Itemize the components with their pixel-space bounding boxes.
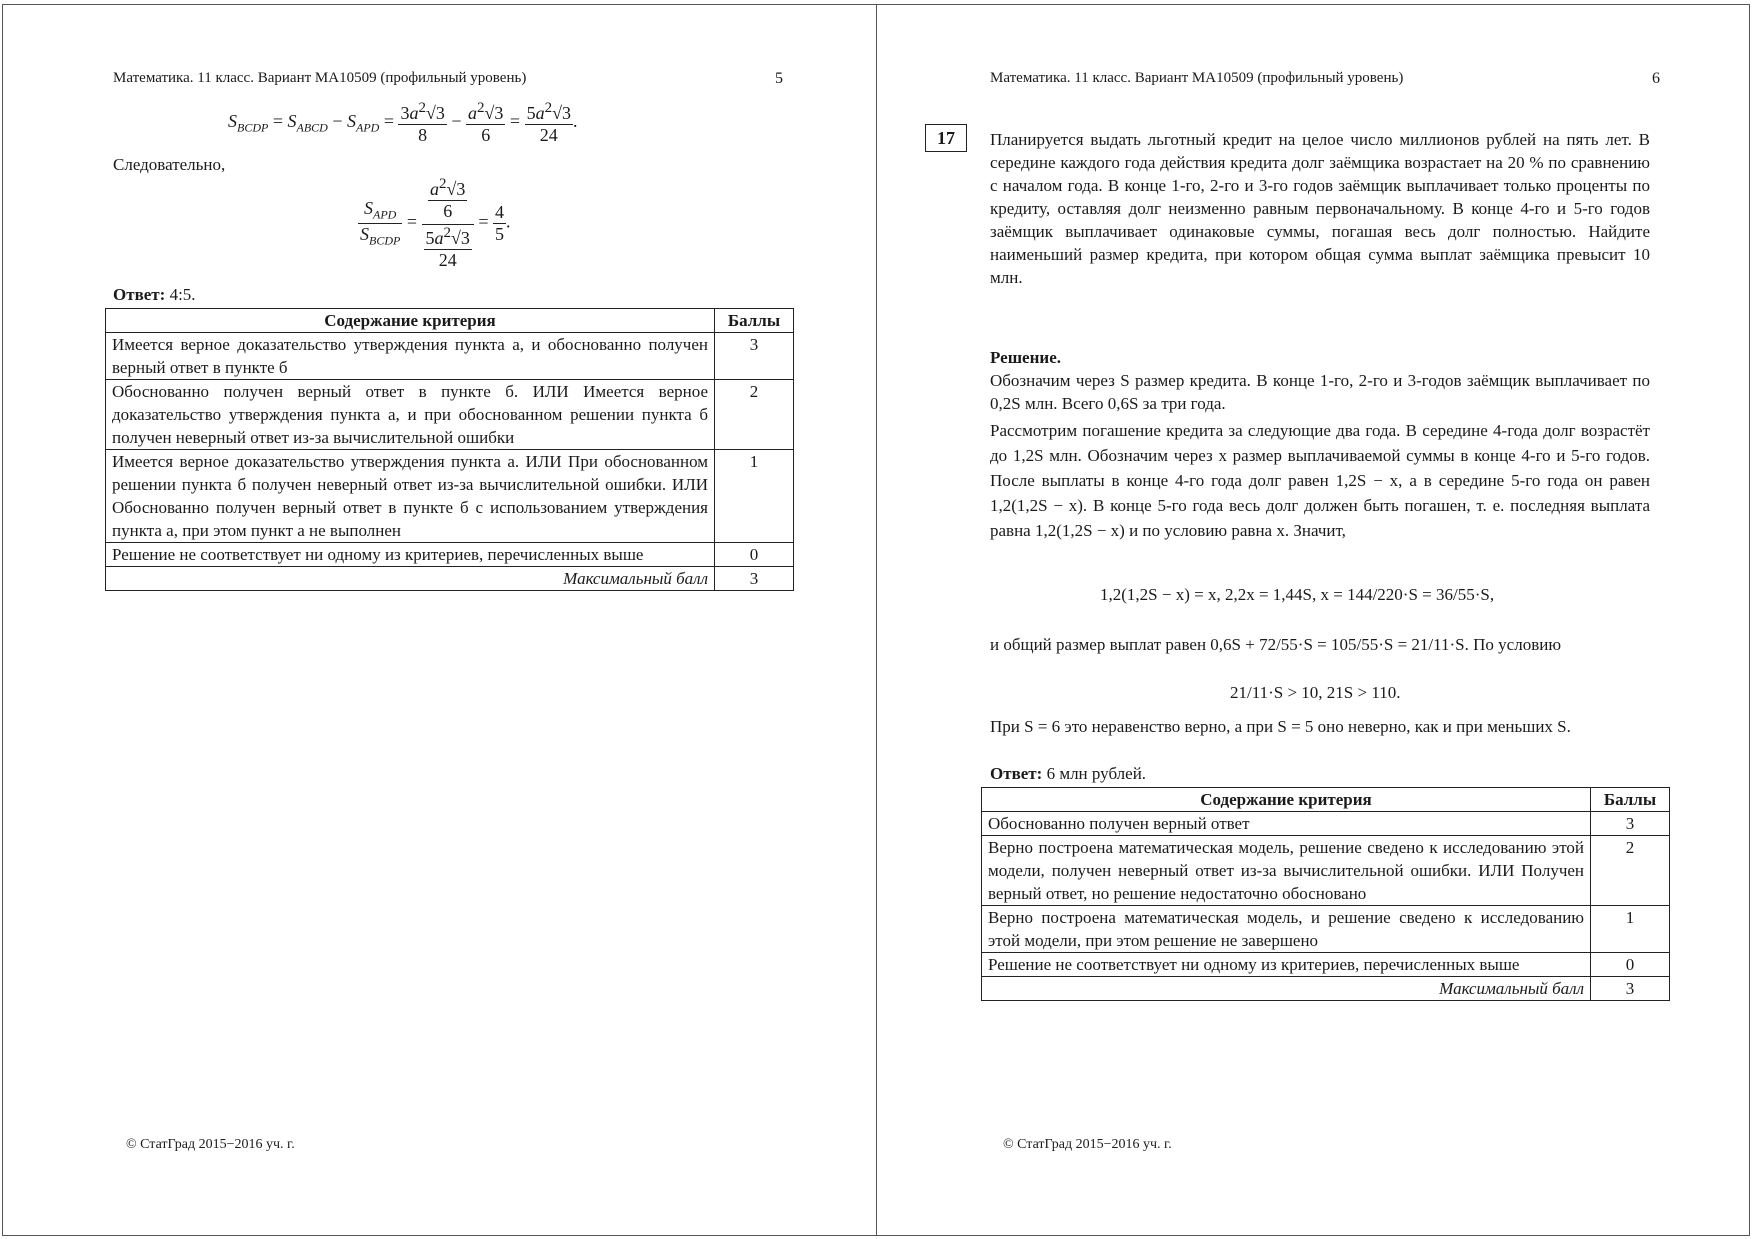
answer-line xyxy=(990,762,1146,785)
criteria-table xyxy=(981,787,1670,1001)
table-row xyxy=(106,380,794,450)
criterion-points: 3 xyxy=(1591,812,1670,836)
consequently-text: Следовательно, xyxy=(113,155,226,174)
criterion-points: 0 xyxy=(1591,953,1670,977)
criterion-points: 1 xyxy=(1591,906,1670,953)
criterion-points: 2 xyxy=(715,380,794,450)
criterion-text: Решение не соответствует ни одному из критериев, перечисленных выше xyxy=(106,543,715,567)
max-score-label: Максимальный балл xyxy=(982,977,1591,1001)
table-row xyxy=(982,812,1670,836)
criteria-table xyxy=(105,308,794,591)
criterion-points: 2 xyxy=(1591,836,1670,906)
sum-line: и общий размер выплат равен 0,6S + 72/55·S = 105/55·S = 21/11·S. По условию xyxy=(990,635,1562,654)
table-row-max xyxy=(982,977,1670,1001)
page-header: Математика. 11 класс. Вариант МА10509 (профильный уровень) xyxy=(990,70,1404,86)
criterion-text: Верно построена математическая модель, и решение сведено к исследованию этой модели, при этом решение не завершено xyxy=(982,906,1591,953)
inequality-line: 21/11·S > 10, 21S > 110. xyxy=(1230,683,1401,702)
answer-label: Ответ: xyxy=(990,764,1043,783)
page-footer: © СтатГрад 2015−2016 уч. г. xyxy=(1003,1137,1172,1152)
table-row xyxy=(982,953,1670,977)
criterion-text: Обоснованно получен верный ответ xyxy=(982,812,1591,836)
formula-area-text xyxy=(0,0,1,1)
page-header: Математика. 11 класс. Вариант МА10509 (профильный уровень) xyxy=(113,70,527,86)
table-header-points: Баллы xyxy=(715,309,794,333)
solution-paragraph-2: Рассмотрим погашение кредита за следующие два года. В середине 4-года долг возрастёт до 1,2S млн. Обозначим через x размер выплачиваемой суммы в конце 4-го и 5-го годов. После выплаты в конце 4-го года долг равен 1,2S − x, а в середине 5-го года он равен 1,2(1,2S − x). В конце 5-го года весь долг должен быть погашен, т. е. последняя выплата равна 1,2(1,2S − x) и по условию равна x. Значит, xyxy=(990,421,1650,540)
table-header-criteria: Содержание критерия xyxy=(982,788,1591,812)
page-footer: © СтатГрад 2015−2016 уч. г. xyxy=(126,1137,295,1152)
solution-title: Решение. xyxy=(990,348,1061,367)
max-score-value: 3 xyxy=(1591,977,1670,1001)
table-row xyxy=(982,906,1670,953)
criterion-points: 1 xyxy=(715,450,794,543)
criterion-text: Верно построена математическая модель, решение сведено к исследованию этой модели, получен неверный ответ из-за вычислительной ошибки. ИЛИ Получен верный ответ, но решение недостаточно обосновано xyxy=(982,836,1591,906)
table-header-points: Баллы xyxy=(1591,788,1670,812)
solution-paragraph-3: При S = 6 это неравенство верно, а при S = 5 оно неверно, как и при меньших S. xyxy=(990,717,1571,736)
task-text: Планируется выдать льготный кредит на целое число миллионов рублей на пять лет. В середине каждого года действия кредита долг заёмщика возрастает на 20 % по сравнению с началом года. В конце 1-го, 2-го и 3-го годов заёмщик выплачивает только проценты по кредиту, оставляя долг неизменно равным первоначальному. В конце 4-го и 5-го годов заёмщик выплачивает одинаковые суммы, погашая весь долг полностью. Найдите наименьший размер кредита, при котором общая сумма выплат заёмщика превысит 10 млн. xyxy=(990,130,1650,287)
answer-line xyxy=(113,283,196,306)
equation-line: 1,2(1,2S − x) = x, 2,2x = 1,44S, x = 144/220·S = 36/55·S, xyxy=(1100,585,1495,604)
formula-area: $S_{BCDP} = S_{ABCD} - S_{APD}$ = $\frac{3a^2√3}{8}$ − $\frac{a^2√3}{6}$ = $\frac{5a^2√3}{24}$ . xyxy=(228,100,578,145)
criterion-text: Имеется верное доказательство утверждения пункта а. ИЛИ При обоснованном решении пункта б получен неверный ответ из-за вычислительной ошибки. ИЛИ Обоснованно получен верный ответ в пункте б с использованием утверждения пункта а, при этом пункт а не выполнен xyxy=(106,450,715,543)
answer-label: Ответ: xyxy=(113,285,166,304)
criterion-text: Имеется верное доказательство утверждения пункта а, и обоснованно получен верный ответ в пункте б xyxy=(106,333,715,380)
table-header-criteria: Содержание критерия xyxy=(106,309,715,333)
table-row xyxy=(982,836,1670,906)
criterion-points: 3 xyxy=(715,333,794,380)
table-row xyxy=(106,450,794,543)
criterion-text: Обоснованно получен верный ответ в пункте б. ИЛИ Имеется верное доказательство утверждения пункта а, и при обоснованном решении пункта б получен неверный ответ из-за вычислительной ошибки xyxy=(106,380,715,450)
max-score-value: 3 xyxy=(715,567,794,591)
page-number: 6 xyxy=(1652,70,1660,87)
criterion-text: Решение не соответствует ни одному из критериев, перечисленных выше xyxy=(982,953,1591,977)
table-row xyxy=(106,333,794,380)
answer-value: 4:5. xyxy=(169,285,196,304)
page-number: 5 xyxy=(775,70,783,87)
formula-ratio: $\frac{S_{APD}}{S_{BCDP}}$ = $\frac{\frac{a^2√3}{6}}{\frac{5a^2√3}{24}}$ = $\frac{4}{5}$ . xyxy=(360,176,511,270)
table-row-max xyxy=(106,567,794,591)
criterion-points: 0 xyxy=(715,543,794,567)
table-row xyxy=(106,543,794,567)
max-score-label: Максимальный балл xyxy=(106,567,715,591)
right-page xyxy=(877,0,1754,1239)
solution-paragraph-1: Обозначим через S размер кредита. В конце 1-го, 2-го и 3-годов заёмщик выплачивает по 0,2S млн. Всего 0,6S за три года. xyxy=(990,371,1650,413)
answer-value: 6 млн рублей. xyxy=(1046,764,1147,783)
task-number-box: 17 xyxy=(925,124,967,152)
